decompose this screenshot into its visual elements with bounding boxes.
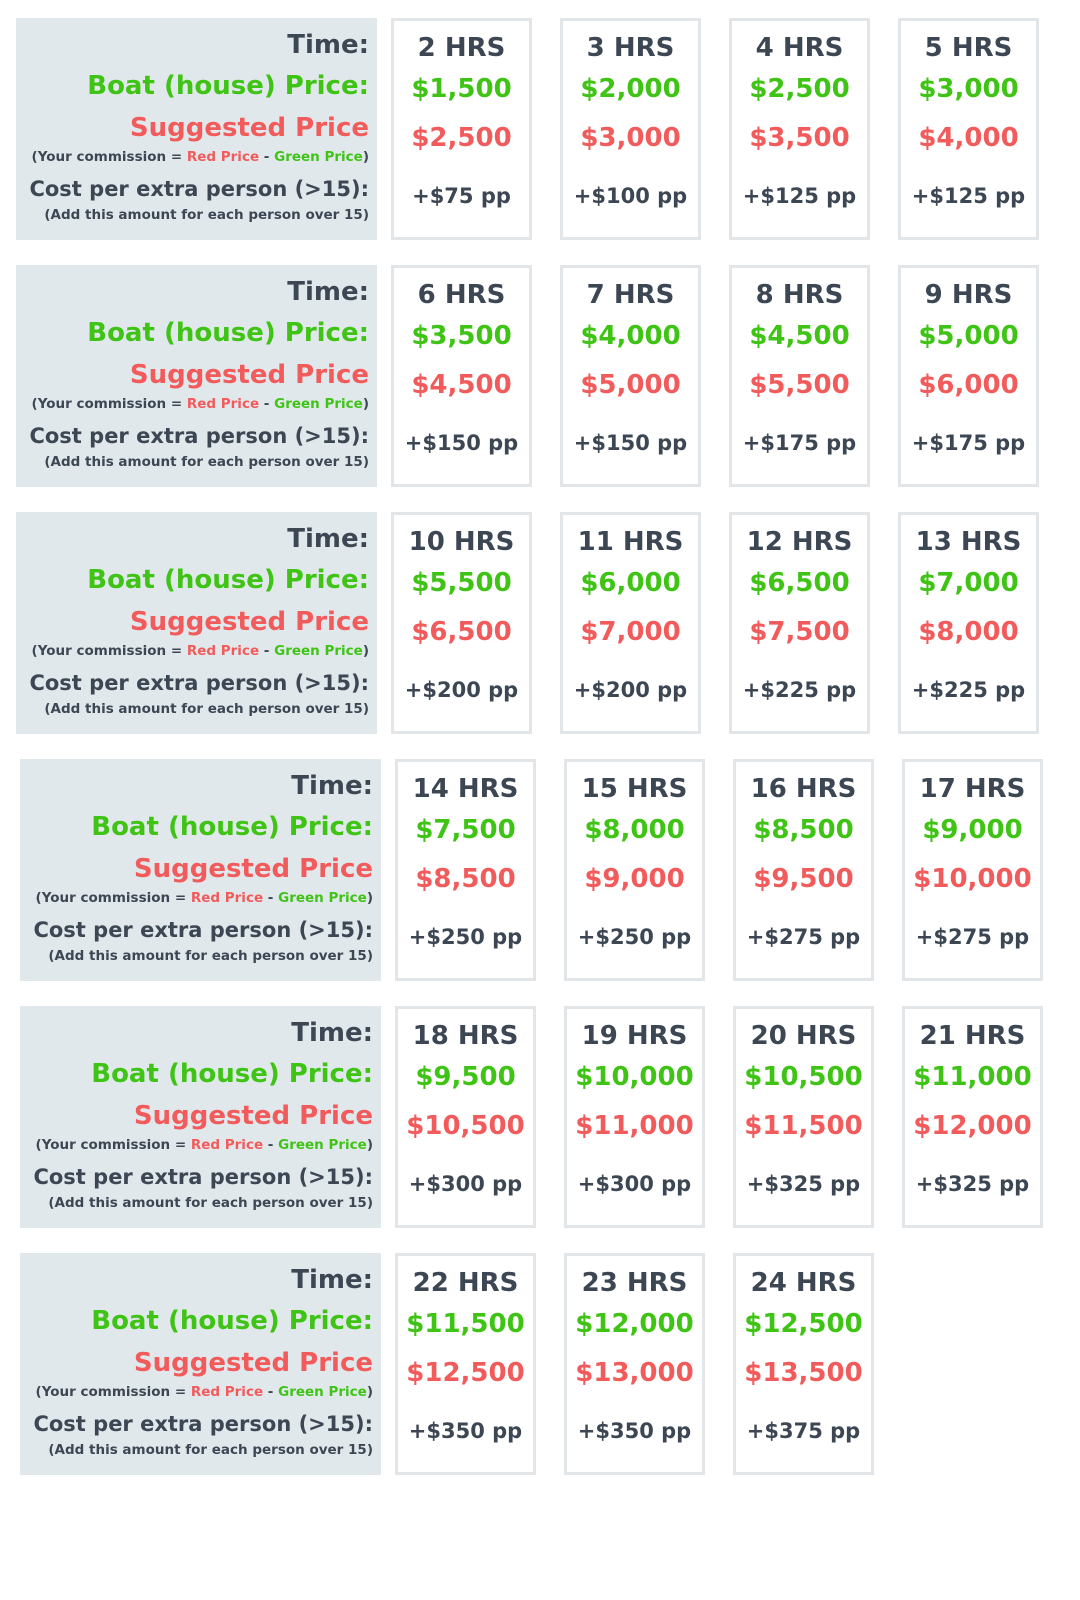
card-time: 19 HRS [581, 1021, 688, 1051]
commission-close: ) [362, 149, 369, 165]
commission-green-price: Green Price [274, 149, 363, 165]
card-extra-cost: +$175 pp [742, 431, 857, 455]
card-extra-cost: +$325 pp [746, 1172, 861, 1196]
card-boat-price: $7,500 [415, 815, 516, 845]
time-label: Time: [287, 277, 369, 307]
card-extra-cost: +$150 pp [404, 431, 519, 455]
card-time: 3 HRS [586, 33, 675, 63]
time-label: Time: [291, 1018, 373, 1048]
commission-dash: - [259, 396, 275, 412]
card-suggested-price: $8,500 [415, 864, 516, 894]
cost-extra-label: Cost per extra person (>15): [29, 671, 369, 695]
commission-close: ) [366, 1384, 373, 1400]
price-card [898, 265, 1039, 487]
price-card [733, 1006, 874, 1228]
card-suggested-price: $10,000 [913, 864, 1032, 894]
card-extra-cost: +$200 pp [404, 678, 519, 702]
price-card [391, 512, 532, 734]
card-extra-cost: +$175 pp [911, 431, 1026, 455]
card-extra-cost: +$275 pp [915, 925, 1030, 949]
cost-extra-label: Cost per extra person (>15): [33, 1412, 373, 1436]
card-time: 14 HRS [412, 774, 519, 804]
card-extra-cost: +$200 pp [573, 678, 688, 702]
commission-note [32, 643, 369, 659]
add-note: (Add this amount for each person over 15) [48, 1442, 373, 1458]
add-note: (Add this amount for each person over 15) [44, 454, 369, 470]
commission-close: ) [362, 643, 369, 659]
boat-price-label: Boat (house) Price: [91, 1306, 373, 1336]
price-card [902, 759, 1043, 981]
commission-open: (Your commission = [35, 1384, 191, 1400]
card-time: 9 HRS [924, 280, 1013, 310]
card-extra-cost: +$350 pp [577, 1419, 692, 1443]
commission-green-price: Green Price [278, 890, 367, 906]
commission-green-price: Green Price [278, 1137, 367, 1153]
card-boat-price: $11,000 [913, 1062, 1032, 1092]
card-boat-price: $8,500 [753, 815, 854, 845]
card-boat-price: $4,000 [580, 321, 681, 351]
card-time: 23 HRS [581, 1268, 688, 1298]
boat-price-label: Boat (house) Price: [91, 1059, 373, 1089]
card-time: 22 HRS [412, 1268, 519, 1298]
card-suggested-price: $12,000 [913, 1111, 1032, 1141]
card-extra-cost: +$325 pp [915, 1172, 1030, 1196]
card-time: 16 HRS [750, 774, 857, 804]
commission-dash: - [259, 643, 275, 659]
commission-red-price: Red Price [186, 643, 260, 659]
time-label: Time: [291, 771, 373, 801]
card-boat-price: $1,500 [411, 74, 512, 104]
card-time: 7 HRS [586, 280, 675, 310]
card-suggested-price: $9,500 [753, 864, 854, 894]
suggested-price-label: Suggested Price [129, 360, 369, 390]
card-boat-price: $9,500 [415, 1062, 516, 1092]
card-suggested-price: $3,000 [580, 123, 681, 153]
commission-dash: - [259, 149, 275, 165]
price-card [395, 759, 536, 981]
label-panel [16, 18, 377, 240]
add-note: (Add this amount for each person over 15) [44, 207, 369, 223]
card-time: 10 HRS [408, 527, 515, 557]
card-suggested-price: $4,000 [918, 123, 1019, 153]
suggested-price-label: Suggested Price [129, 113, 369, 143]
commission-open: (Your commission = [31, 643, 187, 659]
time-label: Time: [287, 524, 369, 554]
card-boat-price: $4,500 [749, 321, 850, 351]
card-boat-price: $3,500 [411, 321, 512, 351]
commission-dash: - [263, 890, 279, 906]
card-extra-cost: +$125 pp [742, 184, 857, 208]
label-panel [20, 1006, 381, 1228]
boat-price-label: Boat (house) Price: [91, 812, 373, 842]
commission-note [36, 1137, 373, 1153]
card-time: 13 HRS [915, 527, 1022, 557]
cost-extra-label: Cost per extra person (>15): [33, 1165, 373, 1189]
price-card [560, 512, 701, 734]
suggested-price-label: Suggested Price [133, 854, 373, 884]
price-card [729, 265, 870, 487]
card-extra-cost: +$250 pp [577, 925, 692, 949]
card-extra-cost: +$225 pp [911, 678, 1026, 702]
price-card [560, 265, 701, 487]
price-card [391, 265, 532, 487]
card-time: 5 HRS [924, 33, 1013, 63]
card-suggested-price: $7,000 [580, 617, 681, 647]
card-extra-cost: +$300 pp [408, 1172, 523, 1196]
card-boat-price: $7,000 [918, 568, 1019, 598]
card-boat-price: $6,500 [749, 568, 850, 598]
card-boat-price: $10,500 [744, 1062, 863, 1092]
card-time: 15 HRS [581, 774, 688, 804]
card-time: 12 HRS [746, 527, 853, 557]
commission-green-price: Green Price [278, 1384, 367, 1400]
price-card [729, 512, 870, 734]
card-suggested-price: $12,500 [406, 1358, 525, 1388]
commission-note [36, 1384, 373, 1400]
price-card [898, 512, 1039, 734]
commission-open: (Your commission = [31, 149, 187, 165]
card-suggested-price: $7,500 [749, 617, 850, 647]
add-note: (Add this amount for each person over 15) [44, 701, 369, 717]
price-card [560, 18, 701, 240]
commission-open: (Your commission = [35, 1137, 191, 1153]
boat-price-label: Boat (house) Price: [87, 318, 369, 348]
card-time: 24 HRS [750, 1268, 857, 1298]
card-extra-cost: +$125 pp [911, 184, 1026, 208]
commission-red-price: Red Price [186, 396, 260, 412]
boat-price-label: Boat (house) Price: [87, 71, 369, 101]
card-boat-price: $5,500 [411, 568, 512, 598]
card-time: 4 HRS [755, 33, 844, 63]
card-boat-price: $12,000 [575, 1309, 694, 1339]
price-card [395, 1253, 536, 1475]
card-boat-price: $3,000 [918, 74, 1019, 104]
price-card [902, 1006, 1043, 1228]
commission-red-price: Red Price [190, 1137, 264, 1153]
commission-green-price: Green Price [274, 396, 363, 412]
price-card [898, 18, 1039, 240]
card-extra-cost: +$350 pp [408, 1419, 523, 1443]
card-extra-cost: +$100 pp [573, 184, 688, 208]
suggested-price-label: Suggested Price [133, 1348, 373, 1378]
card-boat-price: $8,000 [584, 815, 685, 845]
commission-close: ) [366, 1137, 373, 1153]
card-suggested-price: $11,000 [575, 1111, 694, 1141]
card-suggested-price: $3,500 [749, 123, 850, 153]
card-extra-cost: +$225 pp [742, 678, 857, 702]
card-time: 11 HRS [577, 527, 684, 557]
card-extra-cost: +$375 pp [746, 1419, 861, 1443]
card-boat-price: $12,500 [744, 1309, 863, 1339]
label-panel [16, 512, 377, 734]
commission-note [32, 149, 369, 165]
commission-dash: - [263, 1137, 279, 1153]
commission-open: (Your commission = [35, 890, 191, 906]
price-card [564, 759, 705, 981]
card-extra-cost: +$300 pp [577, 1172, 692, 1196]
price-card [733, 1253, 874, 1475]
time-label: Time: [291, 1265, 373, 1295]
cost-extra-label: Cost per extra person (>15): [29, 177, 369, 201]
card-suggested-price: $11,500 [744, 1111, 863, 1141]
commission-open: (Your commission = [31, 396, 187, 412]
price-card [391, 18, 532, 240]
card-suggested-price: $5,500 [749, 370, 850, 400]
card-time: 2 HRS [417, 33, 506, 63]
card-time: 6 HRS [417, 280, 506, 310]
commission-note [36, 890, 373, 906]
card-suggested-price: $6,500 [411, 617, 512, 647]
commission-close: ) [366, 890, 373, 906]
card-boat-price: $2,000 [580, 74, 681, 104]
card-extra-cost: +$75 pp [412, 184, 511, 208]
boat-price-label: Boat (house) Price: [87, 565, 369, 595]
commission-close: ) [362, 396, 369, 412]
card-suggested-price: $10,500 [406, 1111, 525, 1141]
card-boat-price: $10,000 [575, 1062, 694, 1092]
price-card [564, 1006, 705, 1228]
commission-red-price: Red Price [186, 149, 260, 165]
card-time: 8 HRS [755, 280, 844, 310]
card-suggested-price: $13,500 [744, 1358, 863, 1388]
price-card [564, 1253, 705, 1475]
commission-green-price: Green Price [274, 643, 363, 659]
card-time: 18 HRS [412, 1021, 519, 1051]
label-panel [20, 1253, 381, 1475]
commission-dash: - [263, 1384, 279, 1400]
card-time: 20 HRS [750, 1021, 857, 1051]
price-card [729, 18, 870, 240]
suggested-price-label: Suggested Price [129, 607, 369, 637]
card-boat-price: $2,500 [749, 74, 850, 104]
card-extra-cost: +$150 pp [573, 431, 688, 455]
card-suggested-price: $6,000 [918, 370, 1019, 400]
suggested-price-label: Suggested Price [133, 1101, 373, 1131]
cost-extra-label: Cost per extra person (>15): [33, 918, 373, 942]
price-card [733, 759, 874, 981]
card-time: 21 HRS [919, 1021, 1026, 1051]
card-suggested-price: $4,500 [411, 370, 512, 400]
card-suggested-price: $13,000 [575, 1358, 694, 1388]
card-suggested-price: $5,000 [580, 370, 681, 400]
cost-extra-label: Cost per extra person (>15): [29, 424, 369, 448]
card-suggested-price: $8,000 [918, 617, 1019, 647]
card-suggested-price: $2,500 [411, 123, 512, 153]
card-extra-cost: +$275 pp [746, 925, 861, 949]
time-label: Time: [287, 30, 369, 60]
label-panel [20, 759, 381, 981]
commission-red-price: Red Price [190, 1384, 264, 1400]
card-boat-price: $6,000 [580, 568, 681, 598]
card-suggested-price: $9,000 [584, 864, 685, 894]
price-card [395, 1006, 536, 1228]
card-boat-price: $11,500 [406, 1309, 525, 1339]
label-panel [16, 265, 377, 487]
commission-note [32, 396, 369, 412]
commission-red-price: Red Price [190, 890, 264, 906]
add-note: (Add this amount for each person over 15) [48, 1195, 373, 1211]
card-extra-cost: +$250 pp [408, 925, 523, 949]
card-time: 17 HRS [919, 774, 1026, 804]
add-note: (Add this amount for each person over 15) [48, 948, 373, 964]
card-boat-price: $5,000 [918, 321, 1019, 351]
card-boat-price: $9,000 [922, 815, 1023, 845]
